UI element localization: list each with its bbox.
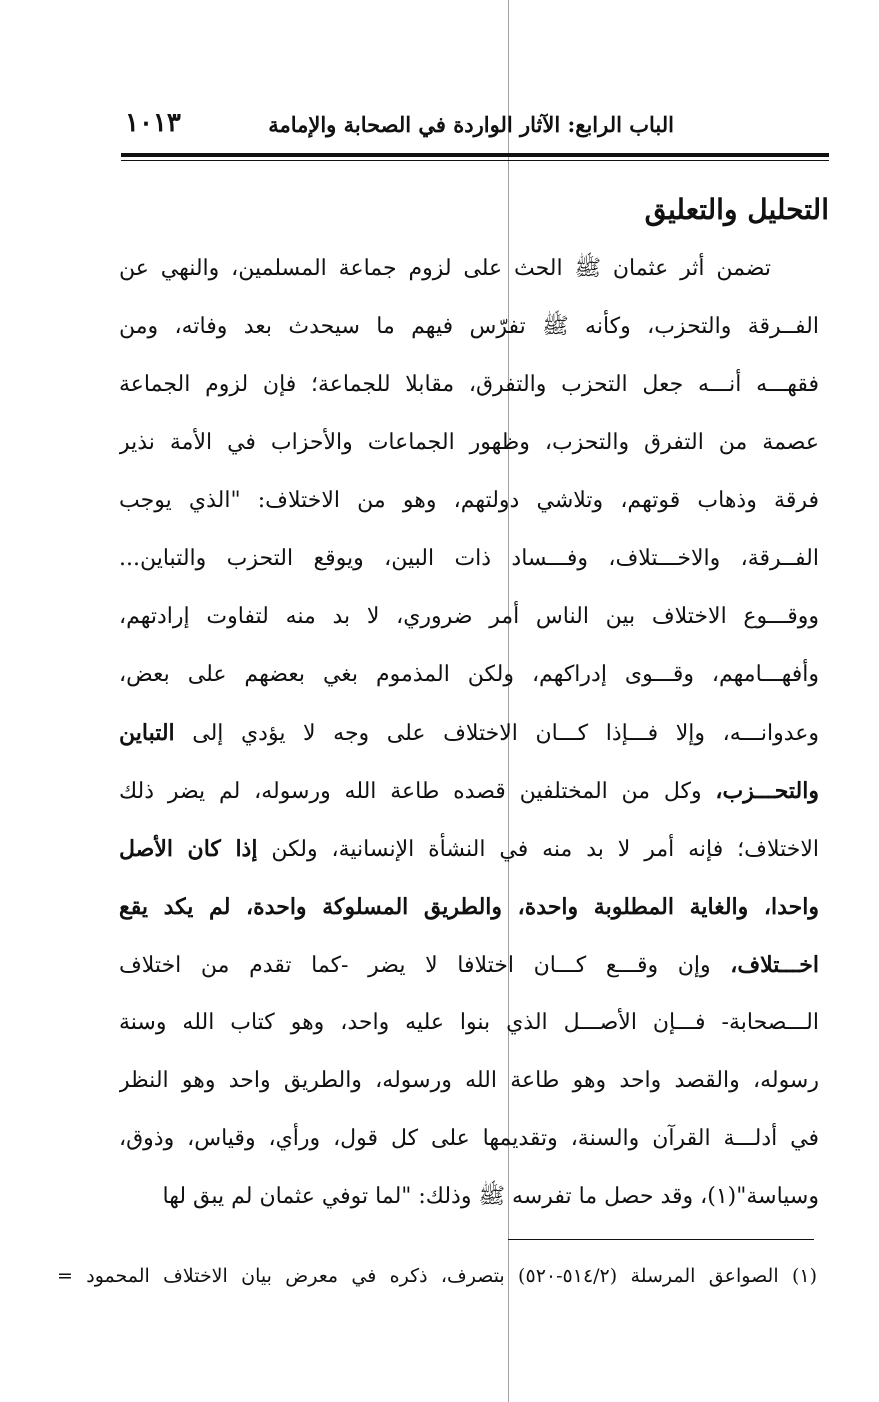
line-text: وأفهـــامهم، وقـــوى إدراكهم، ولكن المذموم بغي بعضهم على بعض، bbox=[119, 662, 819, 687]
body-line bbox=[119, 472, 819, 530]
body-line bbox=[119, 530, 819, 588]
line-text: الفــرقة والتحزب، وكأنه ﷺ تفرّس فيهم ما سيحدث بعد وفاته، ومن bbox=[119, 314, 819, 339]
body-line bbox=[119, 1052, 819, 1110]
header-rule-thick bbox=[121, 153, 829, 157]
body-line bbox=[119, 1110, 819, 1168]
line-text: تضمن أثر عثمان ﷺ الحث على لزوم جماعة المسلمين، والنهي عن bbox=[119, 256, 771, 281]
body-line bbox=[119, 298, 819, 356]
line-text: ووقـــوع الاختلاف بين الناس أمر ضروري، لا بد منه لتفاوت إرادتهم، bbox=[119, 604, 819, 629]
line-text: وعدوانـــه، وإلا فـــإذا كـــان الاختلاف على وجه لا يؤدي إلى bbox=[174, 721, 819, 746]
bold-text: واحدا، والغاية المطلوبة واحدة، والطريق المسلوكة واحدة، لم يكد يقع bbox=[119, 894, 819, 920]
line-text: الاختلاف؛ فإنه أمر لا بد منه في النشأة الإنسانية، ولكن bbox=[257, 837, 819, 862]
footnote: (١) الصواعق المرسلة (٥١٤/٢-٥٢٠) بتصرف، ذكره في معرض بيان الاختلاف المحمود = bbox=[57, 1265, 817, 1287]
line-text: وكل من المختلفين قصده طاعة الله ورسوله، لم يضر ذلك bbox=[119, 779, 716, 804]
line-text: رسوله، والقصد واحد وهو طاعة الله ورسوله، والطريق واحد وهو النظر bbox=[119, 1068, 819, 1093]
header-rule-thin bbox=[121, 160, 829, 161]
bold-text: اخـــتلاف، bbox=[730, 952, 819, 978]
body-line bbox=[119, 646, 819, 704]
bold-text: التباين bbox=[119, 720, 175, 746]
page-number: ١٠١٣ bbox=[125, 108, 181, 138]
footnote-separator bbox=[508, 1239, 814, 1240]
line-text: فرقة وذهاب قوتهم، وتلاشي دولتهم، وهو من الاختلاف: "الذي يوجب bbox=[119, 488, 819, 513]
body-line bbox=[119, 994, 819, 1052]
body-line bbox=[119, 820, 819, 878]
body-line bbox=[119, 762, 819, 820]
body-line bbox=[119, 1168, 819, 1226]
line-text: الـــصحابة- فـــإن الأصـــل الذي بنوا عليه واحد، وهو كتاب الله وسنة bbox=[119, 1010, 819, 1035]
line-text: في أدلـــة القرآن والسنة، وتقديمها على كل قول، ورأي، وقياس، وذوق، bbox=[119, 1126, 819, 1151]
body-line bbox=[119, 878, 819, 936]
line-text: وسياسة"(١)، وقد حصل ما تفرسه ﷺ وذلك: "لما توفي عثمان لم يبق لها bbox=[162, 1184, 819, 1209]
section-heading: التحليل والتعليق bbox=[644, 193, 829, 226]
body-line bbox=[119, 240, 819, 298]
body-line bbox=[119, 936, 819, 994]
line-text: عصمة من التفرق والتحزب، وظهور الجماعات والأحزاب في الأمة نذير bbox=[119, 430, 819, 455]
line-text: فقهـــه أنـــه جعل التحزب والتفرق، مقابلا للجماعة؛ فإن لزوم الجماعة bbox=[119, 372, 819, 397]
body-text bbox=[119, 240, 819, 1226]
body-line bbox=[119, 588, 819, 646]
body-line bbox=[119, 704, 819, 762]
running-header-title: الباب الرابع: الآثار الواردة في الصحابة والإمامة bbox=[268, 112, 674, 137]
bold-text: والتحـــزب، bbox=[715, 778, 819, 804]
body-line bbox=[119, 414, 819, 472]
line-text: الفــرقة، والاخـــتلاف، وفـــساد ذات البين، ويوقع التحزب والتباين... bbox=[119, 546, 819, 571]
body-line bbox=[119, 356, 819, 414]
line-text: وإن وقـــع كـــان اختلافا لا يضر -كما تقدم من اختلاف bbox=[119, 953, 731, 978]
bold-text: إذا كان الأصل bbox=[119, 836, 258, 862]
